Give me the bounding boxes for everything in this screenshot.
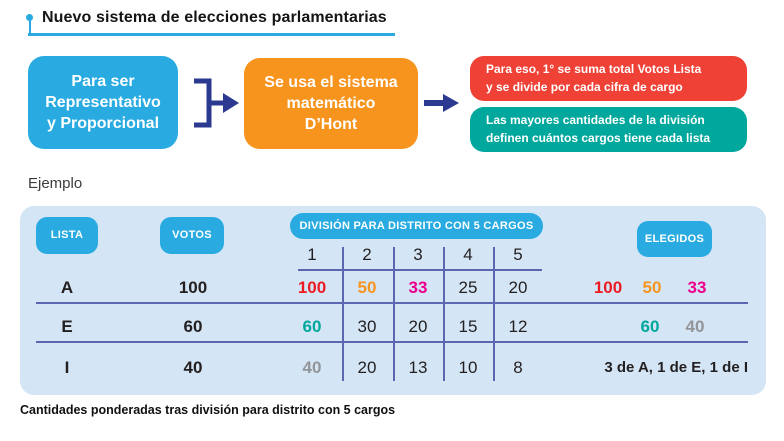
- col-header-votos: VOTOS: [160, 217, 224, 254]
- division-value: 100: [297, 278, 327, 297]
- row-lista: I: [64, 358, 70, 377]
- grid-vline: [493, 247, 495, 381]
- flow-box-line: matemático: [286, 94, 376, 112]
- row-lista: A: [60, 278, 74, 297]
- example-table: [20, 206, 766, 395]
- row-lista: E: [61, 317, 73, 336]
- division-value: 20: [508, 278, 528, 297]
- flow-box-line: y se divide por cada cifra de cargo: [486, 79, 683, 94]
- elegidos-value: 60: [640, 317, 660, 336]
- grid-hline: [36, 341, 748, 343]
- division-value: 25: [458, 278, 478, 297]
- grid-vline: [342, 247, 344, 381]
- division-col-4: 4: [463, 245, 473, 264]
- division-value: 8: [513, 358, 523, 377]
- bracket-arrow-icon: [189, 77, 241, 129]
- division-value: 15: [458, 317, 478, 336]
- division-value: 13: [408, 358, 428, 377]
- flow-box-line: Para ser: [71, 72, 135, 90]
- flow-box-line: y Proporcional: [46, 115, 160, 133]
- flow-box-majority: [470, 107, 747, 152]
- row-votos: 40: [183, 358, 203, 377]
- elegidos-value: 33: [687, 278, 707, 297]
- division-value: 60: [302, 317, 322, 336]
- elegidos-value: 40: [685, 317, 705, 336]
- page-title: Nuevo sistema de elecciones parlamentarias: [42, 9, 387, 26]
- elegidos-value: 50: [642, 278, 662, 297]
- elegidos-value: 100: [593, 278, 623, 297]
- grid-hline: [36, 302, 748, 304]
- division-value: 33: [408, 278, 428, 297]
- flow-box-line: Las mayores cantidades de la división: [486, 113, 705, 128]
- row-votos: 100: [178, 278, 208, 297]
- flow-box-representative: [28, 56, 178, 149]
- division-value: 10: [458, 358, 478, 377]
- flow-box-sum: [470, 56, 747, 101]
- footer-caption: Cantidades ponderadas tras división para distrito con 5 cargos: [20, 403, 396, 417]
- flow-box-line: Representativo: [45, 93, 161, 111]
- division-value: 50: [357, 278, 377, 297]
- division-value: 40: [302, 358, 322, 377]
- title-underline-tick: [29, 19, 31, 36]
- elegidos-summary: 3 de A, 1 de E, 1 de I: [604, 359, 748, 376]
- flow-box-line: definen cuántos cargos tiene cada lista: [486, 130, 711, 145]
- flow-box-line: Se usa el sistema: [264, 73, 398, 91]
- right-arrow-icon: [424, 92, 460, 114]
- grid-vline: [443, 247, 445, 381]
- flow-box-line: D’Hont: [304, 116, 358, 134]
- division-value: 20: [357, 358, 377, 377]
- flow-box-dhont: [244, 58, 418, 149]
- grid-hline: [298, 269, 542, 271]
- division-col-5: 5: [513, 245, 523, 264]
- division-col-3: 3: [413, 245, 423, 264]
- col-header-division: DIVISIÓN PARA DISTRITO CON 5 CARGOS: [290, 213, 543, 239]
- col-header-lista: LISTA: [36, 217, 98, 254]
- division-value: 30: [357, 317, 377, 336]
- example-label: Ejemplo: [28, 175, 83, 192]
- division-col-1: 1: [307, 245, 317, 264]
- row-votos: 60: [183, 317, 203, 336]
- division-col-2: 2: [362, 245, 372, 264]
- flow-box-line: Para eso, 1° se suma total Votos Lista: [486, 62, 702, 77]
- grid-vline: [393, 247, 395, 381]
- col-header-elegidos: ELEGIDOS: [637, 221, 712, 257]
- title-block: [28, 6, 395, 36]
- division-value: 12: [508, 317, 528, 336]
- division-value: 20: [408, 317, 428, 336]
